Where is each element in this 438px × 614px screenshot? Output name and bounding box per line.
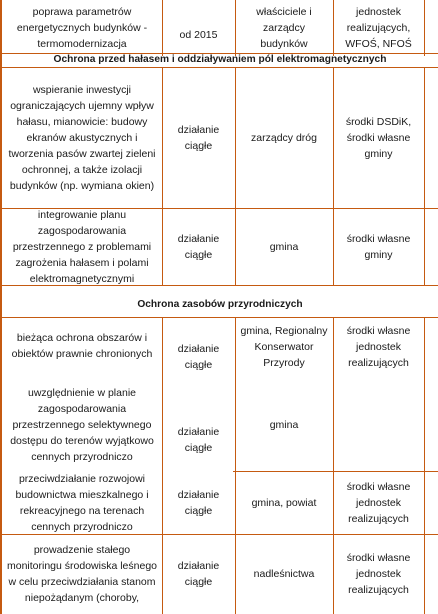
term-cell: działanie ciągłe bbox=[177, 123, 220, 152]
funding-cell bbox=[333, 377, 424, 472]
term-cell: działanie ciągłe bbox=[177, 489, 220, 517]
action-cell: przeciwdziałanie rozwojowi budownictwa mieszkalnego i rekreacyjnego na terenach cennych przyrodniczo bbox=[15, 473, 149, 533]
table-row bbox=[2, 208, 438, 285]
funding-cell: środki DSDiK, środki własne gminy bbox=[345, 115, 412, 160]
actor-cell: nadleśnictwa bbox=[253, 568, 315, 580]
action-cell: poprawa parametrów energetycznych budynków - termomodernizacja bbox=[16, 6, 148, 50]
table-row bbox=[2, 0, 438, 56]
funding-cell: jednostek realizujących, WFOŚ, NFOŚ bbox=[345, 6, 412, 50]
actor-cell: zarządcy dróg bbox=[251, 131, 317, 144]
table-row bbox=[2, 377, 438, 472]
action-cell: bieżąca ochrona obszarów i obiektów prawnie chronionych bbox=[11, 332, 153, 360]
term-cell: działanie ciągłe bbox=[177, 232, 220, 261]
term-cell: działanie ciągłe bbox=[177, 425, 220, 454]
action-cell: wspieranie inwestycji ograniczających ujemny wpływ hałasu, mianowicie: budowy ekranów akustycznych i tworzenia pasów zwartej zieleni ochronnej, a także izolacji budynków (np. wymiana okien) bbox=[8, 83, 156, 192]
table-row bbox=[2, 67, 438, 208]
section-heading: Ochrona przed hałasem i oddziaływaniem pól elektromagnetycznych bbox=[53, 54, 387, 65]
actor-cell: gmina bbox=[269, 240, 299, 253]
actor-cell: gmina, Regionalny Konserwator Przyrody bbox=[240, 325, 328, 369]
funding-cell: środki własne jednostek realizujących bbox=[346, 325, 411, 369]
actor-cell: gmina bbox=[269, 418, 299, 431]
table-row bbox=[2, 534, 438, 614]
term-cell: działanie ciągłe bbox=[177, 560, 220, 588]
actor-cell: gmina, powiat bbox=[251, 497, 317, 509]
actor-cell: właściciele i zarządcy budynków bbox=[256, 6, 312, 50]
action-cell: uwzględnienie w planie zagospodarowania przestrzennego selektywnego dostępu do terenów wyjątkowo cennych przyrodniczo bbox=[10, 386, 154, 463]
term-cell: działanie ciągłe bbox=[177, 343, 220, 371]
action-cell: integrowanie planu zagospodarowania przestrzennego z problemami zagrożenia hałasem i polami elektromagnetycznymi bbox=[12, 208, 152, 285]
table-row bbox=[2, 317, 438, 377]
funding-cell: środki własne jednostek realizujących bbox=[346, 552, 411, 596]
action-cell: prowadzenie stałego monitoringu środowiska leśnego w celu przeciwdziałania stanom niepożądanym (choroby, bbox=[7, 544, 157, 604]
term-cell: od 2015 bbox=[179, 29, 218, 41]
table-row bbox=[2, 472, 438, 534]
funding-cell: środki własne gminy bbox=[346, 232, 411, 261]
funding-cell: środki własne jednostek realizujących bbox=[346, 481, 411, 525]
section-heading: Ochrona zasobów przyrodniczych bbox=[137, 299, 303, 310]
